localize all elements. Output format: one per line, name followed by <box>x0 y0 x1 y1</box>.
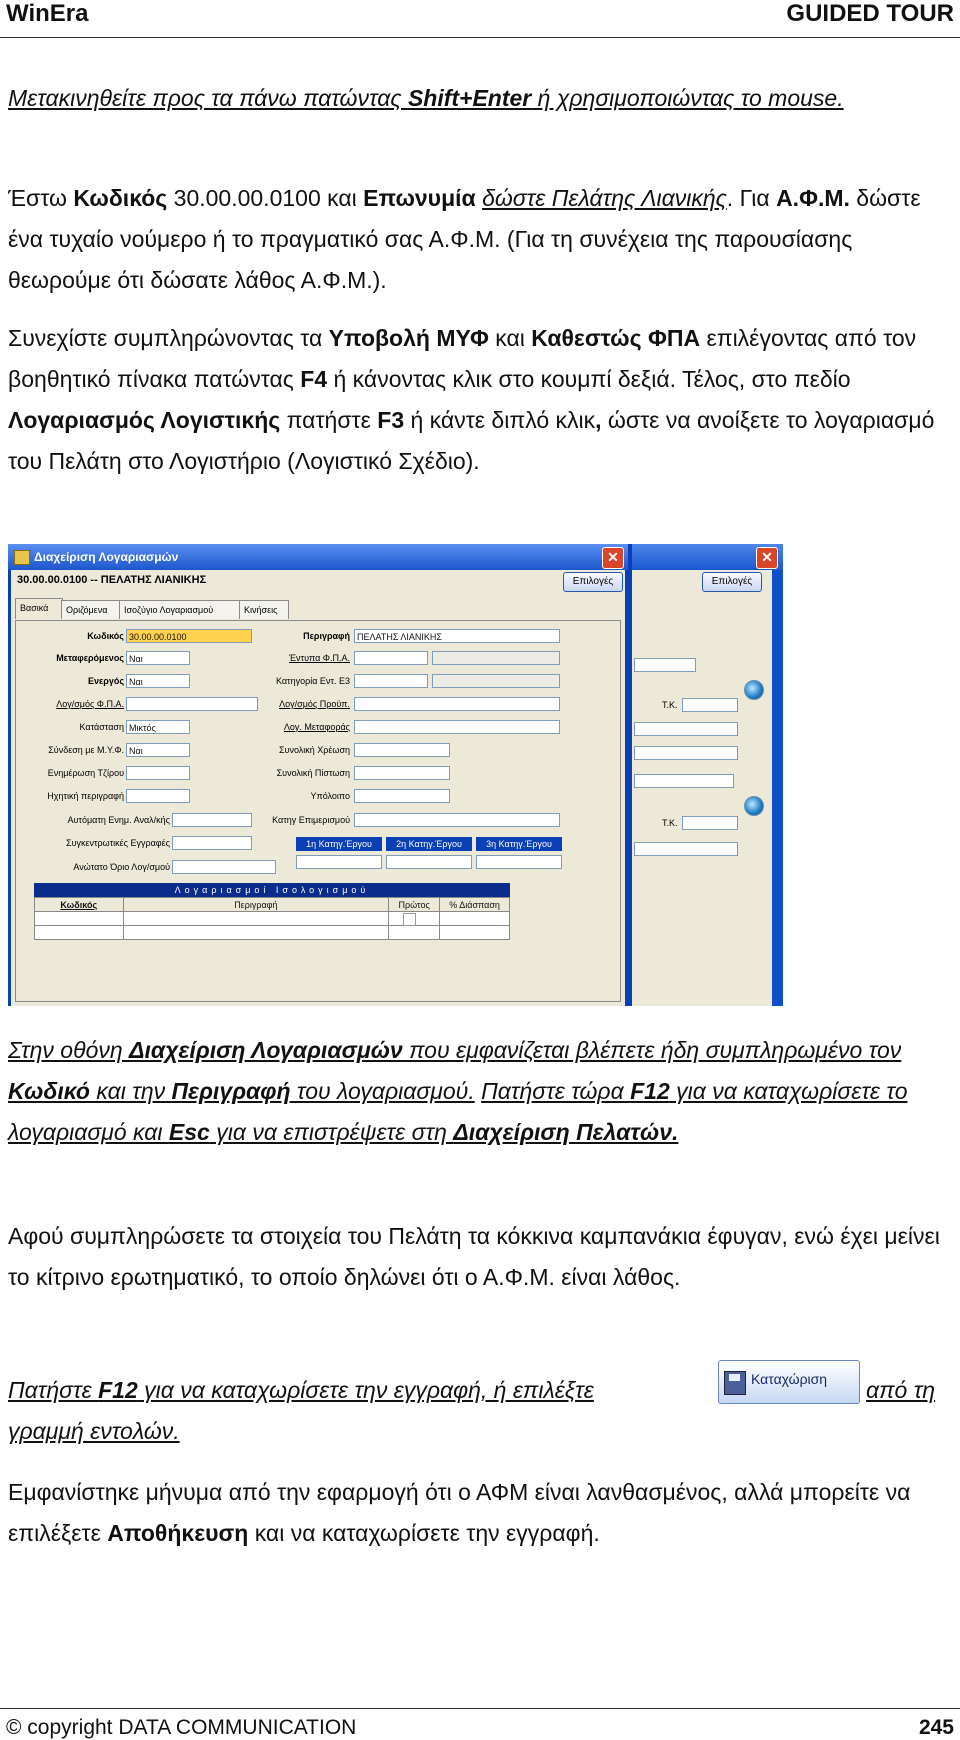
grid-col-split[interactable]: % Διάσπαση <box>440 898 510 912</box>
label-auto-update: Αυτόματη Ενημ. Αναλ/κής <box>67 815 170 825</box>
bg-tk-label-2: Τ.Κ. <box>662 818 678 828</box>
tab-defined[interactable]: Οριζόμενα <box>61 600 121 619</box>
p4-code-bold: Κωδικό <box>8 1078 90 1104</box>
save-entry-label: Καταχώριση <box>751 1371 828 1387</box>
page-number: 245 <box>918 1716 954 1739</box>
floppy-disk-icon <box>724 1371 746 1395</box>
header-guide-title: GUIDED TOUR <box>786 0 954 27</box>
p2-text-i: δώστε ένα τυχαίο νούμερο ή το πραγματικό σας Α.Φ.Μ. (Για τη συνέχεια της παρουσίασης θεωρούμε ότι δώσατε λάθος Α.Φ.Μ.). <box>8 185 921 293</box>
field-balance <box>354 789 450 803</box>
bg-field-5[interactable] <box>634 842 738 856</box>
p3-account-bold: Λογαριασμός Λογιστικής <box>8 407 281 433</box>
label-myf-link: Σύνδεση με Μ.Υ.Φ. <box>48 745 124 755</box>
p2-code-bold: Κωδικός <box>73 185 168 211</box>
paragraph-code-name <box>8 178 952 301</box>
project-category-3-field[interactable] <box>476 855 562 869</box>
field-budget-account[interactable] <box>354 697 560 711</box>
table-row[interactable] <box>35 926 510 940</box>
tab-movements[interactable]: Κινήσεις <box>239 600 289 619</box>
footer-copyright: © copyright DATA COMMUNICATION <box>6 1716 357 1739</box>
paragraph-continue <box>8 318 952 482</box>
field-vat-account[interactable] <box>126 697 258 711</box>
label-allocation-category: Κατηγ Επιμερισμού <box>272 815 350 825</box>
p4-f12-bold: F12 <box>630 1078 670 1104</box>
p4-esc-bold: Esc <box>168 1119 210 1145</box>
p3-text-g: ή κάνοντας κλικ στο κουμπί δεξιά. Τέλος, στο πεδίο <box>327 366 851 392</box>
field-total-credit <box>354 766 450 780</box>
bg-field-1[interactable] <box>634 658 696 672</box>
label-total-credit: Συνολική Πίστωση <box>276 768 350 778</box>
bg-field-3[interactable] <box>634 746 738 760</box>
bg-tk-field-1[interactable] <box>682 698 738 712</box>
p4-text-m: για να επιστρέψετε στη <box>209 1119 454 1145</box>
field-status[interactable]: Μικτός <box>126 720 190 734</box>
p6-text-a: Πατήστε <box>8 1377 99 1403</box>
grid-col-description[interactable]: Περιγραφή <box>123 898 389 912</box>
close-icon[interactable]: ✕ <box>602 547 624 569</box>
header-app-name: WinEra <box>6 0 89 27</box>
field-max-limit[interactable] <box>172 860 276 874</box>
record-caption: 30.00.00.0100 -- ΠΕΛΑΤΗΣ ΛΙΑΝΙΚΗΣ <box>17 574 207 586</box>
accounts-window-body <box>11 570 625 1006</box>
p3-f4-bold: F4 <box>300 366 328 392</box>
p1-text-a: Μετακινηθείτε προς τα πάνω πατώντας <box>8 85 408 111</box>
p4-desc-bold: Περιγραφή <box>171 1078 291 1104</box>
label-description: Περιγραφή <box>303 631 350 641</box>
field-summary-entries[interactable] <box>172 836 252 850</box>
bg-tk-label-1: Τ.Κ. <box>662 700 678 710</box>
paragraph-message <box>8 1472 952 1554</box>
window-app-icon <box>14 550 30 565</box>
field-description[interactable]: ΠΕΛΑΤΗΣ ΛΙΑΝΙΚΗΣ <box>354 629 560 643</box>
label-total-debit: Συνολική Χρέωση <box>278 745 350 755</box>
field-auto-update[interactable] <box>172 813 252 827</box>
grid-col-code[interactable]: Κωδικός <box>35 898 124 912</box>
save-entry-button[interactable] <box>718 1360 860 1404</box>
p4-text-g: του λογαριασμού. <box>290 1078 475 1104</box>
project-category-1-button[interactable]: 1η Κατηγ.Έργου <box>296 837 382 851</box>
p6-text-d2 <box>8 1411 952 1452</box>
label-budget-account: Λογ/σμός Προϋπ. <box>279 699 350 709</box>
app-screenshot <box>8 544 783 1006</box>
tab-basic[interactable]: Βασικά <box>15 598 63 619</box>
p1-key-shift-enter: Shift+Enter <box>407 85 532 111</box>
page-header <box>0 0 960 40</box>
paragraph-accounts-screen <box>8 1030 952 1153</box>
p6-text-d2-span: γραμμή εντολών. <box>8 1418 180 1444</box>
field-transferable[interactable]: Ναι <box>126 651 190 665</box>
globe-icon[interactable] <box>744 680 764 700</box>
p3-text-m: ώστε να ανοίξετε το λογαριασμό του Πελάτη στο Λογιστήριο (Λογιστικό Σχέδιο). <box>8 407 935 474</box>
field-allocation-category[interactable] <box>354 813 560 827</box>
project-category-1-field[interactable] <box>296 855 382 869</box>
field-e3-category[interactable] <box>354 674 428 688</box>
p1-text-c: ή χρησιμοποιώντας το mouse. <box>531 85 844 111</box>
label-audio-desc: Ηχητική περιγραφή <box>47 791 124 801</box>
p2-text-g: . Για <box>726 185 777 211</box>
p6-tail-1 <box>866 1370 956 1411</box>
background-close-icon[interactable]: ✕ <box>756 547 778 569</box>
p7-save-bold: Αποθήκευση <box>107 1520 249 1546</box>
field-active[interactable]: Ναι <box>126 674 190 688</box>
field-vat-forms[interactable] <box>354 651 428 665</box>
field-audio-desc[interactable] <box>126 789 190 803</box>
paragraph-navigate <box>8 78 952 119</box>
table-row[interactable] <box>35 912 510 926</box>
p6-text-d1: από τη <box>866 1377 936 1403</box>
background-window-body <box>632 570 772 1006</box>
grid-header-row <box>35 898 510 912</box>
field-turnover[interactable] <box>126 766 190 780</box>
field-total-debit <box>354 743 450 757</box>
p3-text-i: πατήστε <box>280 407 378 433</box>
p4-customers-bold: Διαχείριση Πελατών. <box>453 1119 679 1145</box>
p7-text-a: Εμφανίστηκε μήνυμα από την εφαρμογή ότι ο ΑΦΜ είναι λανθασμένος, αλλά μπορείτε να επιλέξετε <box>8 1479 911 1546</box>
p4-text-i: Πατήστε τώρα <box>481 1078 631 1104</box>
field-code[interactable]: 30.00.00.0100 <box>126 629 252 643</box>
label-transferable: Μεταφερόμενος <box>56 653 124 663</box>
project-category-3-button[interactable]: 3η Κατηγ.Έργου <box>476 837 562 851</box>
header-rule <box>0 37 960 38</box>
label-turnover: Ενημέρωση Τζίρου <box>47 768 124 778</box>
balance-accounts-grid-title: Λογαριασμοί Ισολογισμού <box>34 883 510 897</box>
background-options-button[interactable]: Επιλογές <box>702 572 762 592</box>
grid-col-first[interactable]: Πρώτος <box>389 898 440 912</box>
paragraph-bells: Αφού συμπληρώσετε τα στοιχεία του Πελάτη τα κόκκινα καμπανάκια έφυγαν, ενώ έχει μείνει το κίτρινο ερωτηματικό, το οποίο δηλώνει ότι ο Α.Φ.Μ. είναι λάθος. <box>8 1223 940 1290</box>
label-transfer-account: Λογ. Μεταφοράς <box>283 722 350 732</box>
page-footer <box>0 1708 960 1740</box>
p2-customer-link: δώστε Πελάτης Λιανικής <box>482 185 727 211</box>
basic-panel <box>15 620 621 1002</box>
label-e3-category: Κατηγορία Εντ. Ε3 <box>275 676 350 686</box>
field-transfer-account[interactable] <box>354 720 560 734</box>
label-vat-account: Λογ/σμός Φ.Π.Α. <box>56 699 124 709</box>
p2-afm-bold: Α.Φ.Μ. <box>776 185 850 211</box>
label-code: Κωδικός <box>87 631 124 641</box>
label-active: Ενεργός <box>87 676 124 686</box>
project-category-2-field[interactable] <box>386 855 472 869</box>
p3-text-a: Συνεχίστε συμπληρώνοντας τα <box>8 325 329 351</box>
paragraph-press-f12 <box>8 1370 708 1411</box>
label-summary-entries: Συγκεντρωτικές Εγγραφές <box>66 838 170 848</box>
p4-accounts-bold: Διαχείριση Λογαριασμών <box>129 1037 403 1063</box>
field-vat-forms-desc <box>432 651 560 665</box>
p3-text-e: επιλέγοντας από τον βοηθητικό πίνακα πατώντας <box>8 325 917 392</box>
p2-name-bold: Επωνυμία <box>363 185 476 211</box>
project-category-2-button[interactable]: 2η Κατηγ.Έργου <box>386 837 472 851</box>
p7-text-c: και να καταχωρίσετε την εγγραφή. <box>248 1520 600 1546</box>
accounts-window-titlebar <box>8 544 628 570</box>
accounts-window <box>8 544 632 1006</box>
globe-icon-2[interactable] <box>744 796 764 816</box>
footer-rule <box>0 1708 960 1709</box>
bg-tk-field-2[interactable] <box>682 816 738 830</box>
p6-text-c: για να καταχωρίσετε την εγγραφή, ή επιλέξτε <box>137 1377 594 1403</box>
p4-text-k: για να καταχωρίσετε το λογαριασμό και <box>8 1078 908 1145</box>
p4-text-e: και την <box>89 1078 172 1104</box>
window-title: Διαχείριση Λογαριασμών <box>34 550 179 564</box>
label-status: Κατάσταση <box>79 722 124 732</box>
p4-text-c: που εμφανίζεται βλέπετε ήδη συμπληρωμένο τον <box>402 1037 902 1063</box>
field-myf-link[interactable]: Ναι <box>126 743 190 757</box>
p2-text-a: Έστω <box>8 185 74 211</box>
field-e3-desc <box>432 674 560 688</box>
bg-field-2[interactable] <box>634 722 738 736</box>
first-checkbox[interactable] <box>403 913 416 926</box>
p3-text-k: ή κάντε διπλό κλικ <box>404 407 596 433</box>
options-button[interactable]: Επιλογές <box>563 572 623 592</box>
label-max-limit: Ανώτατο Όριο Λογ/σμού <box>73 862 170 872</box>
p3-vat-bold: Καθεστώς ΦΠΑ <box>531 325 701 351</box>
label-balance: Υπόλοιπο <box>310 791 350 801</box>
p2-text-c: 30.00.00.0100 και <box>167 185 364 211</box>
p4-text-a: Στην οθόνη <box>8 1037 130 1063</box>
tab-balance[interactable]: Ισοζύγιο Λογαριασμού <box>119 600 241 619</box>
p3-text-c: και <box>488 325 532 351</box>
label-vat-forms: Έντυπα Φ.Π.Α. <box>288 653 350 663</box>
p3-comma: , <box>595 407 602 433</box>
p6-f12-bold: F12 <box>98 1377 138 1403</box>
p3-f3-bold: F3 <box>377 407 405 433</box>
bg-field-4[interactable] <box>634 774 734 788</box>
p3-myf-bold: Υποβολή ΜΥΦ <box>328 325 489 351</box>
balance-accounts-grid <box>34 897 510 940</box>
